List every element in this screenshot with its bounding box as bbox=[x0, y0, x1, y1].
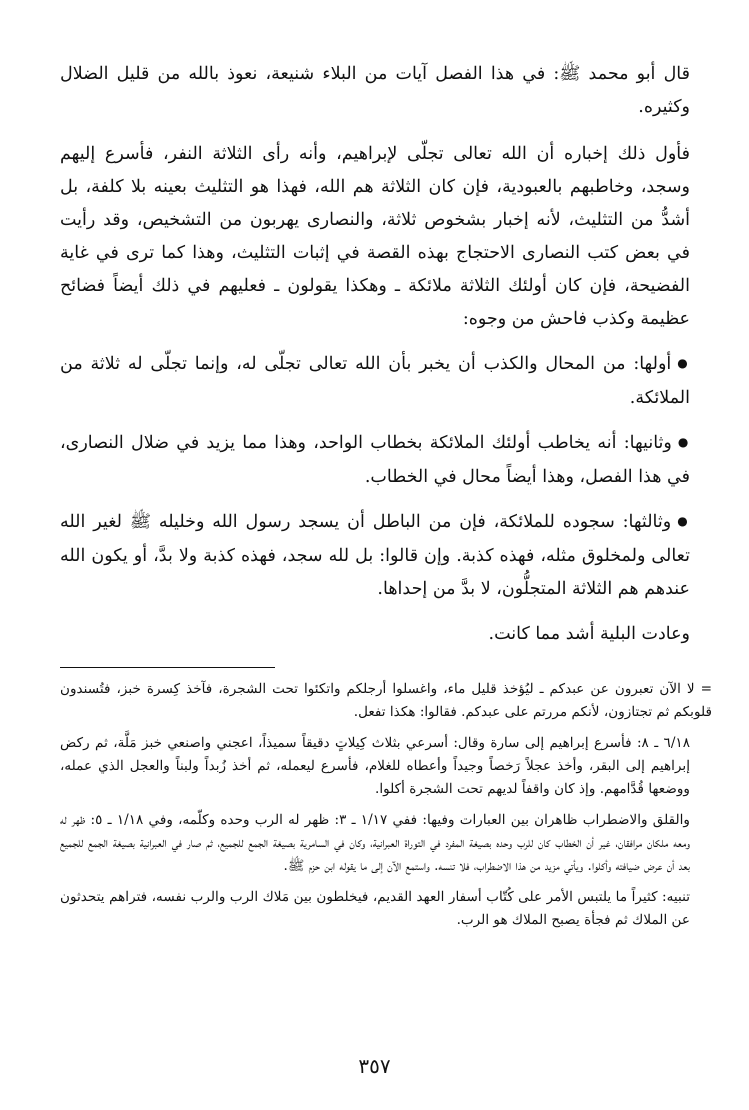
footnote-continuation: = لا الآن تعبرون عن عبدكم ـ ليُؤخذ قليل ماء، واغسلوا أرجلكم واتكئوا تحت الشجرة، فآخذ كِسرة خبز، فتُسندون قلوبكم ثم تجتازون، لأنكم مررتم على عبدكم. فقالوا: هكذا تفعل. bbox=[60, 681, 712, 720]
page-number: ٣٥٧ bbox=[358, 1054, 391, 1078]
footnote-commentary: والقلق والاضطراب ظاهران بين العبارات وفيها: ففي ١/١٧ ـ ٣: ظهر له الرب وحده وكلّمه، وفي ١/١٨ ـ ٥: ظهر له ومعه ملكان مرافقان، غير أن الخطاب كان للرب وحده بصيغة المفرد في التوراة العبرانية، وكان في السامرية بصيغة الجمع للجميع، ثم صار في العبرانية بصيغة الجمع للجميع بعد أن عرض ضيافته وأكلوا. ويأتي مزيد من هذا الاضطراب، فلا تنسه. واستمع الآن إلى ما يقوله ابن حزم ﷺ. bbox=[60, 812, 690, 874]
closing-line: وعادت البلية أشد مما كانت. bbox=[488, 624, 690, 644]
point-three: ● وثالثها: سجوده للملائكة، فإن من الباطل أن يسجد رسول الله وخليله ﷺ لغير الله تعالى ولمخلوق مثله، فهذه كذبة. وإن قالوا: بل لله سجد، فهذه كذبة ولا بدَّ، أو يكون الله عندهم هم الثلاثة المتجلُّون، لا بدَّ من إحداها. bbox=[60, 506, 690, 606]
footnote-note: تنبيه: كثيراً ما يلتبس الأمر على كُتّاب أسفار العهد القديم، فيخلطون بين مَلاك الرب والرب نفسه، فتراهم يتحدثون عن الملاك ثم فجأة يصبح الملاك هو الرب. bbox=[60, 889, 690, 928]
intro-paragraph: قال أبو محمد ﷺ: في هذا الفصل آيات من البلاء شنيعة، نعوذ بالله من قليل الضلال وكثيره. bbox=[60, 64, 690, 117]
footnotes bbox=[60, 678, 712, 932]
footnote-separator bbox=[60, 667, 275, 668]
footnote-genesis-18: ٦/١٨ ـ ٨: فأسرع إبراهيم إلى سارة وقال: أسرعي بثلاث كِيلاتٍ دقيقاً سميذاً، اعجني واصنعي خبز مَلَّة، ثم ركض إبراهيم إلى البقر، وأخذ عجلاً رَخصاً وجيداً وأعطاه للغلام، فأسرع ليعمله، ثم أخذ زُبداً ولبناً والعجل الذي عمله، ووضعها قُدَّامهم. وإذ كان واقفاً لديهم تحت الشجرة أكلوا. bbox=[60, 735, 690, 797]
page-body bbox=[60, 58, 712, 940]
point-one: ● أولها: من المحال والكذب أن يخبر بأن الله تعالى تجلّى له، وإنما تجلّى له ثلاثة من الملائكة. bbox=[60, 348, 690, 415]
body-paragraph: فأول ذلك إخباره أن الله تعالى تجلّى لإبراهيم، وأنه رأى الثلاثة النفر، فأسرع إليهم وسجد، وخاطبهم بالعبودية، فإن كان الثلاثة هم الله، فهذا هو التثليث بعينه بلا كلفة، بل أشدُّ من التثليث، لأنه إخبار بشخوص ثلاثة، والنصارى يهربون من التشخيص، وقد رأيت في بعض كتب النصارى الاحتجاج بهذه القصة في إثبات التثليث، وهذا كما ترى في غاية الفضيحة، فإن كان أولئك الثلاثة ملائكة ـ وهكذا يقولون ـ فعليهم في ذلك أيضاً فضائح عظيمة وكذب فاحش من وجوه: bbox=[60, 144, 690, 329]
point-two: ● وثانيها: أنه يخاطب أولئك الملائكة بخطاب الواحد، وهذا مما يزيد في ضلال النصارى، في هذا الفصل، وهذا أيضاً محال في الخطاب. bbox=[60, 427, 690, 494]
main-text bbox=[60, 58, 690, 651]
